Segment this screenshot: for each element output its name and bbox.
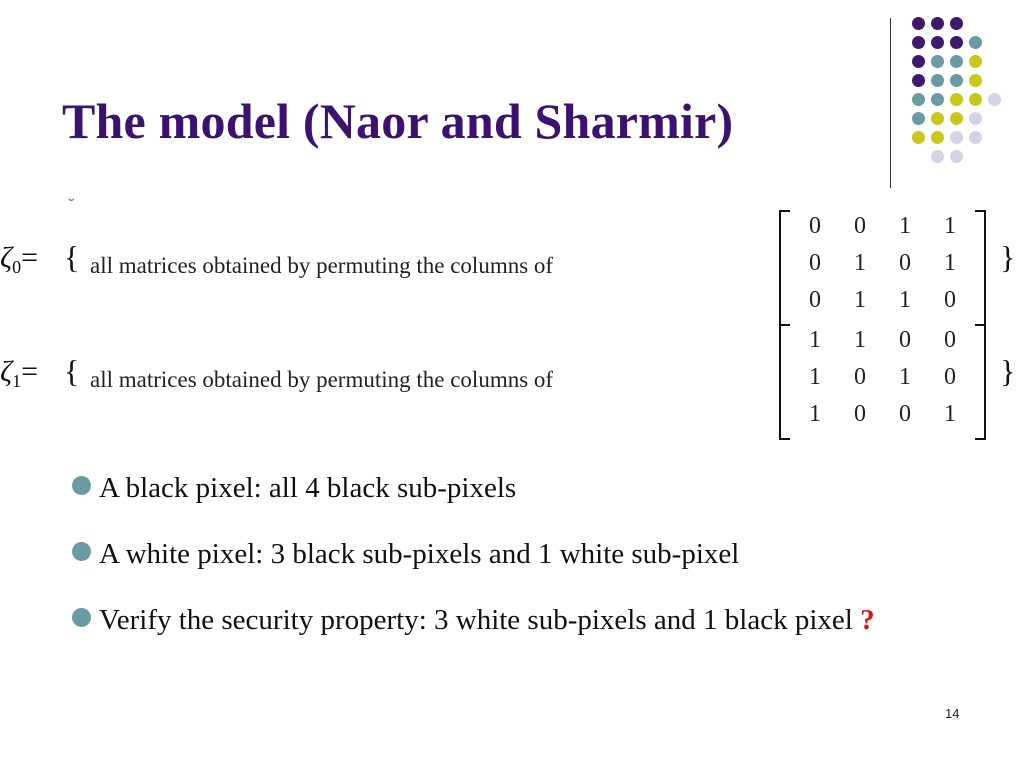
zeta0-subscript: 0 xyxy=(12,257,22,277)
decorative-dot xyxy=(912,131,925,144)
bullet-list xyxy=(72,468,952,666)
decorative-dot xyxy=(969,112,982,125)
zeta1-symbol: ζ xyxy=(0,355,13,388)
decorative-dot xyxy=(969,55,982,68)
decorative-dot xyxy=(950,131,963,144)
zeta1-subscript: 1 xyxy=(12,371,22,391)
zeta0-cell-r1c3: 1 xyxy=(944,250,956,276)
decorative-dot xyxy=(912,17,925,30)
zeta0-cell-r0c3: 1 xyxy=(944,213,956,239)
zeta0-cell-r1c0: 0 xyxy=(809,250,821,276)
zeta1-cell-r2c0: 1 xyxy=(809,401,821,427)
decorative-dot xyxy=(931,131,944,144)
zeta0-matrix-left-bracket xyxy=(779,210,790,326)
bullet-item-black-pixel xyxy=(72,468,952,508)
decorative-dot xyxy=(950,36,963,49)
zeta0-cell-r1c2: 0 xyxy=(899,250,911,276)
zeta1-cell-r0c3: 0 xyxy=(944,327,956,353)
page-number: 14 xyxy=(945,706,960,721)
decorative-dot xyxy=(912,93,925,106)
zeta1-close-brace: } xyxy=(1000,353,1016,389)
decorative-dot xyxy=(950,112,963,125)
zeta1-cell-r2c1: 0 xyxy=(854,401,866,427)
zeta1-cell-r0c0: 1 xyxy=(809,327,821,353)
zeta1-label xyxy=(0,355,38,392)
zeta1-open-brace: { xyxy=(64,353,80,389)
decorative-dot xyxy=(931,55,944,68)
zeta0-close-brace: } xyxy=(1000,239,1016,275)
zeta0-cell-r2c3: 0 xyxy=(944,287,956,313)
decorative-dot xyxy=(931,74,944,87)
zeta0-cell-r1c1: 1 xyxy=(854,250,866,276)
decorative-dot xyxy=(912,36,925,49)
decorative-dot xyxy=(969,74,982,87)
zeta1-cell-r2c2: 0 xyxy=(899,401,911,427)
formula-artifact: ˘ xyxy=(68,195,75,217)
zeta1-cell-r1c2: 1 xyxy=(899,364,911,390)
title-divider xyxy=(890,18,891,188)
decorative-dot xyxy=(969,131,982,144)
decorative-dot xyxy=(950,55,963,68)
zeta0-cell-r2c1: 1 xyxy=(854,287,866,313)
zeta1-cell-r0c2: 0 xyxy=(899,327,911,353)
formula-zeta0 xyxy=(0,207,1024,323)
zeta0-cell-r0c0: 0 xyxy=(809,213,821,239)
zeta0-cell-r2c2: 1 xyxy=(899,287,911,313)
decorative-dot xyxy=(931,150,944,163)
zeta0-phrase: all matrices obtained by permuting the columns of xyxy=(90,253,554,278)
decorative-dot xyxy=(931,36,944,49)
zeta1-cell-r2c3: 1 xyxy=(944,401,956,427)
decorative-dot xyxy=(950,17,963,30)
question-mark: ? xyxy=(860,604,875,636)
decorative-dot xyxy=(950,150,963,163)
decorative-dot xyxy=(931,112,944,125)
decorative-dot xyxy=(931,93,944,106)
decorative-dot xyxy=(931,17,944,30)
zeta0-cell-r0c1: 0 xyxy=(854,213,866,239)
decorative-dot xyxy=(950,93,963,106)
bullet-text: A black pixel: all 4 black sub-pixels xyxy=(99,472,517,504)
zeta0-cell-r0c2: 1 xyxy=(899,213,911,239)
zeta0-label xyxy=(0,241,38,278)
bullet-text: Verify the security property: 3 white sub-pixels and 1 black pixel xyxy=(99,604,853,636)
bullet-item-security-property xyxy=(72,600,952,640)
zeta1-matrix-right-bracket xyxy=(975,324,986,440)
formula-zeta1 xyxy=(0,321,1024,437)
zeta0-open-brace: { xyxy=(64,239,80,275)
zeta1-cell-r0c1: 1 xyxy=(854,327,866,353)
zeta1-equals: = xyxy=(21,355,39,388)
zeta0-symbol: ζ xyxy=(0,241,13,274)
slide-title: The model (Naor and Sharmir) xyxy=(62,93,734,149)
zeta1-cell-r1c0: 1 xyxy=(809,364,821,390)
zeta0-matrix-right-bracket xyxy=(975,210,986,326)
decorative-dot xyxy=(969,36,982,49)
zeta1-cell-r1c3: 0 xyxy=(944,364,956,390)
decorative-dot xyxy=(988,93,1001,106)
bullet-item-white-pixel xyxy=(72,534,952,574)
bullet-text: A white pixel: 3 black sub-pixels and 1 white sub-pixel xyxy=(99,538,740,570)
decorative-dot xyxy=(912,55,925,68)
bullet-dot-icon xyxy=(72,542,91,561)
zeta1-phrase: all matrices obtained by permuting the columns of xyxy=(90,367,554,392)
decorative-dot xyxy=(912,112,925,125)
decorative-dot xyxy=(912,74,925,87)
zeta0-equals: = xyxy=(21,241,39,274)
zeta1-matrix-left-bracket xyxy=(779,324,790,440)
bullet-dot-icon xyxy=(72,476,91,495)
zeta1-cell-r1c1: 0 xyxy=(854,364,866,390)
zeta0-cell-r2c0: 0 xyxy=(809,287,821,313)
bullet-dot-icon xyxy=(72,608,91,627)
decorative-dot xyxy=(950,74,963,87)
decorative-dot xyxy=(969,93,982,106)
